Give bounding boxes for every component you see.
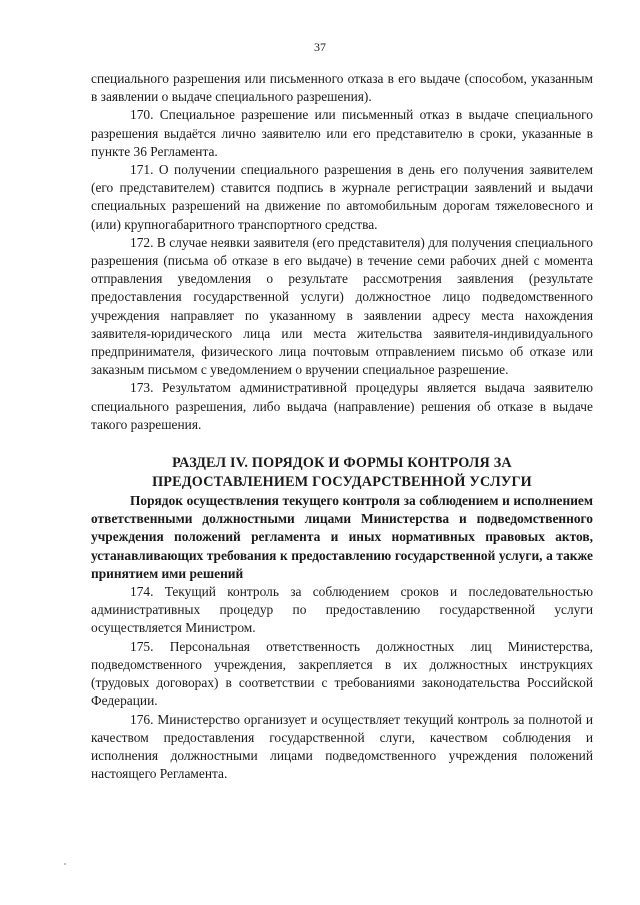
subsection-heading: Порядок осуществления текущего контроля за соблюдением и исполнением ответственными должностными лицами Министерства и подведомственного учреждения положений регламента и иных нормативных правовых актов, устанавливающих требования к предоставлению государственной услуги, а также принятием ими решений [91,493,593,581]
paragraph-176: 176. Министерство организует и осуществляет текущий контроль за полнотой и качеством предоставления государственной слуги, качеством соблюдения и исполнения должностными лицами подведомственного учреждения положений настоящего Регламента. [91,711,593,782]
document-body [91,70,593,783]
paragraph-173: 173. Результатом административной процедуры является выдача заявителю специального разрешения, либо выдача (направление) решения об отказе в выдаче такого разрешения. [91,380,593,432]
paragraph-172: 172. В случае неявки заявителя (его представителя) для получения специального разрешения (письма об отказе в его выдаче) в течение семи рабочих дней с момента отправления уведомления о результате рассмотрения заявления (результате предоставления государственной услуги) должностное лицо подведомственного учреждения направляет по указанному в заявлении адресу места нахождения заявителя-юридического лица или места жительства заявителя-индивидуального предпринимателя, физического лица почтовым отправлением письмо об отказе или заказным письмом с уведомлением о вручении специальное разрешение. [91,234,593,378]
paragraph-175: 175. Персональная ответственность должностных лиц Министерства, подведомственного учреждения, закрепляется в их должностных инструкциях (трудовых договорах) в соответствии с требованиями законодательства Российской Федерации. [91,638,593,709]
section-heading-line-1: РАЗДЕЛ IV. ПОРЯДОК И ФОРМЫ КОНТРОЛЯ ЗА [172,455,512,472]
section-heading-line-2: ПРЕДОСТАВЛЕНИЕМ ГОСУДАРСТВЕННОЙ УСЛУГИ [152,474,532,491]
paragraph-171: 171. О получении специального разрешения в день его получения заявителем (его представителем) ставится подпись в журнале регистрации заявлений и выдачи специальных разрешений на движение по автомобильным дорогам тяжеловесного и (или) крупногабаритного транспортного средства. [91,162,593,232]
paragraph-174: 174. Текущий контроль за соблюдением сроков и последовательностью административных процедур по предоставлению государственной услуги осуществляется Министром. [91,584,593,636]
page-number: 37 [314,40,326,54]
section-heading [91,454,593,492]
paragraph-continuation: специального разрешения или письменного отказа в его выдаче (способом, указанным в заявлении о выдаче специального разрешения). [91,71,593,105]
scan-speck [64,863,66,865]
paragraph-170: 170. Специальное разрешение или письменный отказ в выдаче специального разрешения выдаётся лично заявителю или его представителю в сроки, указанные в пункте 36 Регламента. [91,107,593,159]
